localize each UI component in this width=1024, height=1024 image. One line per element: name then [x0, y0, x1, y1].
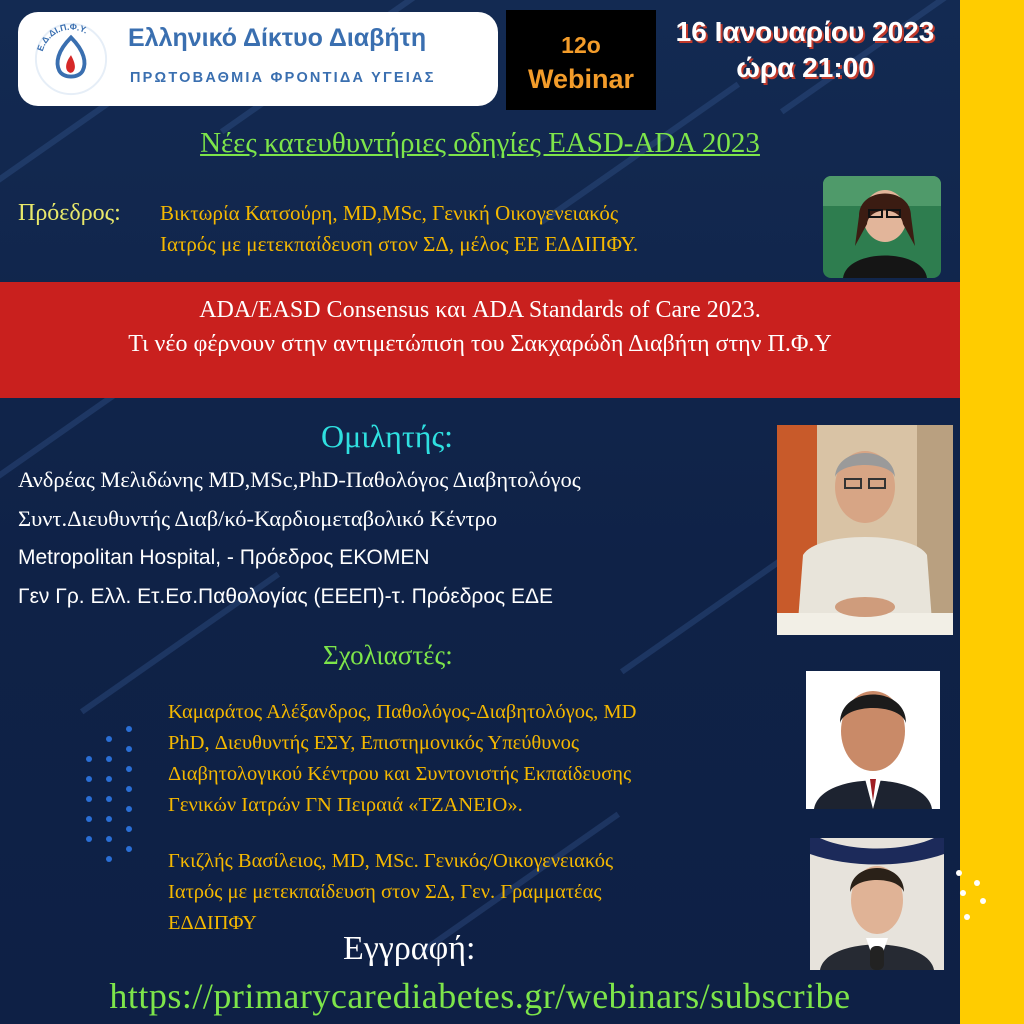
registration-label: Εγγραφή: [343, 930, 476, 967]
decorative-dots-left [80, 700, 160, 900]
commentator-2-bio [168, 846, 613, 939]
commentator-bio-line: Γκιζλής Βασίλειος, MD, MSc. Γενικός/Οικογενειακός [168, 850, 614, 872]
speaker-bio-line: Γεν Γρ. Ελλ. Ετ.Εσ.Παθολογίας (ΕΕΕΠ)-τ. Πρόεδρος ΕΔΕ [18, 585, 554, 608]
registration-link[interactable]: https://primarycarediabetes.gr/webinars/subscribe [109, 976, 851, 1016]
speaker-bio-line: Metropolitan Hospital, - Πρόεδρος ΕΚΟΜΕΝ [18, 546, 430, 569]
chair-label: Πρόεδρος: [18, 200, 121, 226]
commentators-label: Σχολιαστές: [323, 640, 453, 670]
webinar-label: Webinar [527, 64, 635, 94]
speaker-bio-line: Συντ.Διευθυντής Διαβ/κό-Καρδιομεταβολικό Κέντρο [18, 506, 498, 531]
commentator-bio-line: Διαβητολογικού Κέντρου και Συντονιστής Εκπαίδευσης [168, 763, 632, 785]
speaker-label: Ομιλητής: [321, 418, 453, 454]
chair-photo [823, 176, 941, 278]
commentator-1-bio [168, 697, 636, 821]
commentator-bio-line: ΕΔΔΙΠΦΥ [168, 912, 257, 934]
topic-banner [0, 282, 960, 398]
commentator-1-photo [806, 671, 940, 809]
time-line: ώρα 21:00 [736, 52, 874, 83]
webinar-badge [506, 10, 656, 110]
chair-bio [160, 198, 638, 260]
topic-line: Τι νέο φέρνουν στην αντιμετώπιση του Σακχαρώδη Διαβήτη στην Π.Φ.Υ [128, 331, 832, 357]
commentator-bio-line: Ιατρός με μετεκπαίδευση στον ΣΔ, Γεν. Γραμματέας [168, 881, 602, 903]
event-date [660, 14, 950, 86]
date-line: 16 Ιανουαρίου 2023 [675, 16, 935, 47]
page-title: Νέες κατευθυντήριες οδηγίες EASD-ADA 2023 [200, 127, 760, 159]
drop-logo-icon [32, 20, 110, 98]
speaker-photo [777, 425, 953, 635]
logo-ring-text: Ε.Δ.ΔΙ.Π.Φ.Υ. [35, 21, 90, 53]
logo-title: Ελληνικό Δίκτυο Διαβήτη [128, 24, 427, 52]
speaker-bio [18, 460, 581, 616]
commentator-bio-line: PhD, Διευθυντής ΕΣΥ, Επιστημονικός Υπεύθυνος [168, 732, 580, 754]
chair-bio-line: Ιατρός με μετεκπαίδευση στον ΣΔ, μέλος ΕΕ ΕΔΔΙΠΦΥ. [160, 232, 639, 256]
commentator-bio-line: Γενικών Ιατρών ΓΝ Πειραιά «ΤΖΑΝΕΙΟ». [168, 794, 523, 816]
webinar-number: 12ο [561, 32, 601, 58]
chair-bio-line: Βικτωρία Κατσούρη, MD,MSc, Γενική Οικογενειακός [160, 201, 619, 225]
logo-subtitle: ΠΡΩΤΟΒΑΘΜΙΑ ΦΡΟΝΤΙΔΑ ΥΓΕΙΑΣ [130, 70, 436, 86]
logo [18, 12, 498, 106]
commentator-2-photo [810, 838, 944, 970]
commentator-bio-line: Καμαράτος Αλέξανδρος, Παθολόγος-Διαβητολόγος, MD [168, 701, 637, 723]
decorative-dots-right [944, 868, 994, 928]
speaker-bio-line: Ανδρέας Μελιδώνης MD,MSc,PhD-Παθολόγος Διαβητολόγος [18, 467, 581, 492]
topic-line: ADA/EASD Consensus και ADA Standards of Care 2023. [199, 297, 761, 323]
